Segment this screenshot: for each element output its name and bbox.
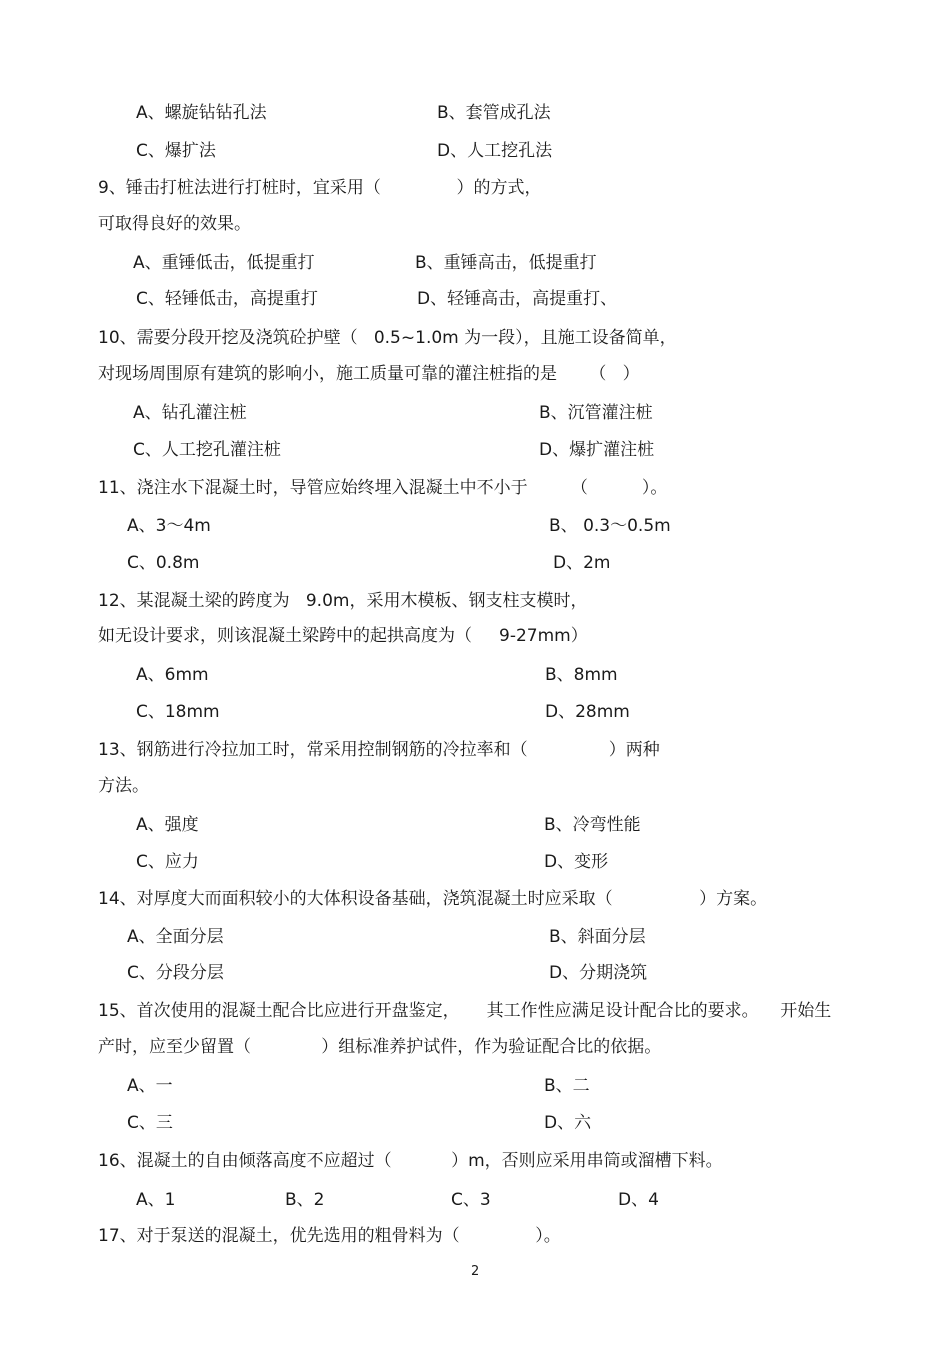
q12-option-d: D、28mm [545,702,630,722]
q9-stem-line1: 9、锤击打桩法进行打桩时，宜采用（ ）的方式， [98,178,542,198]
q9-option-d: D、轻锤高击，高提重打、 [417,289,618,309]
q9-stem-line2: 可取得良好的效果。 [98,214,251,234]
q12-option-b: B、8mm [545,665,618,685]
q8-option-b: B、套管成孔法 [437,103,551,123]
q16-stem: 16、混凝土的自由倾落高度不应超过（ ）m，否则应采用串筒或溜槽下料。 [98,1151,723,1171]
q10-stem-line2: 对现场周围原有建筑的影响小，施工质量可靠的灌注桩指的是 （ ） [98,364,640,384]
q16-option-d: D、4 [618,1190,659,1210]
q10-option-b: B、沉管灌注桩 [539,403,653,423]
q16-option-b: B、2 [285,1190,325,1210]
q14-option-d: D、分期浇筑 [549,963,648,983]
q10-stem-line1: 10、需要分段开挖及浇筑砼护壁（ 0.5~1.0m 为一段），且施工设备简单， [98,328,677,348]
q11-option-a: A、3～4m [127,516,211,536]
q13-option-d: D、变形 [544,852,609,872]
q13-option-c: C、应力 [136,852,199,872]
q8-option-a: A、螺旋钻钻孔法 [136,103,267,123]
q12-stem-line1: 12、某混凝土梁的跨度为 9.0m，采用木模板、钢支柱支模时， [98,591,588,611]
q11-option-d: D、2m [553,553,611,573]
q15-option-b: B、二 [544,1076,590,1096]
q12-option-a: A、6mm [136,665,209,685]
q10-option-a: A、钻孔灌注桩 [133,403,247,423]
q9-option-b: B、重锤高击，低提重打 [415,253,597,273]
q12-option-c: C、18mm [136,702,220,722]
q11-option-b: B、 0.3～0.5m [549,516,671,536]
q13-stem-line2: 方法。 [98,776,149,796]
q15-option-a: A、一 [127,1076,173,1096]
q10-option-c: C、人工挖孔灌注桩 [133,440,281,460]
q14-option-a: A、全面分层 [127,927,224,947]
q8-option-c: C、爆扩法 [136,141,216,161]
q13-stem-line1: 13、钢筋进行冷拉加工时，常采用控制钢筋的冷拉率和（ ）两种 [98,740,660,760]
q14-stem: 14、对厚度大而面积较小的大体积设备基础，浇筑混凝土时应采取（ ）方案。 [98,889,768,909]
q13-option-a: A、强度 [136,815,199,835]
q15-stem-line1: 15、首次使用的混凝土配合比应进行开盘鉴定， 其工作性应满足设计配合比的要求。 开始生 [98,1001,832,1021]
q11-option-c: C、0.8m [127,553,200,573]
q14-option-c: C、分段分层 [127,963,224,983]
q9-option-c: C、轻锤低击，高提重打 [136,289,318,309]
q15-option-c: C、三 [127,1113,173,1133]
q16-option-c: C、3 [451,1190,491,1210]
q14-option-b: B、斜面分层 [549,927,646,947]
q9-option-a: A、重锤低击，低提重打 [133,253,315,273]
q10-option-d: D、爆扩灌注桩 [539,440,655,460]
q8-option-d: D、人工挖孔法 [437,141,553,161]
q15-option-d: D、六 [544,1113,592,1133]
q16-option-a: A、1 [136,1190,176,1210]
q13-option-b: B、冷弯性能 [544,815,641,835]
q12-stem-line2: 如无设计要求，则该混凝土梁跨中的起拱高度为（ 9-27mm） [98,626,588,646]
page-number: 2 [471,1264,480,1279]
q17-stem: 17、对于泵送的混凝土，优先选用的粗骨料为（ ）。 [98,1226,561,1246]
q11-stem: 11、浇注水下混凝土时，导管应始终埋入混凝土中不小于 （ ）。 [98,478,668,498]
q15-stem-line2: 产时，应至少留置（ ）组标准养护试件，作为验证配合比的依据。 [98,1037,662,1057]
